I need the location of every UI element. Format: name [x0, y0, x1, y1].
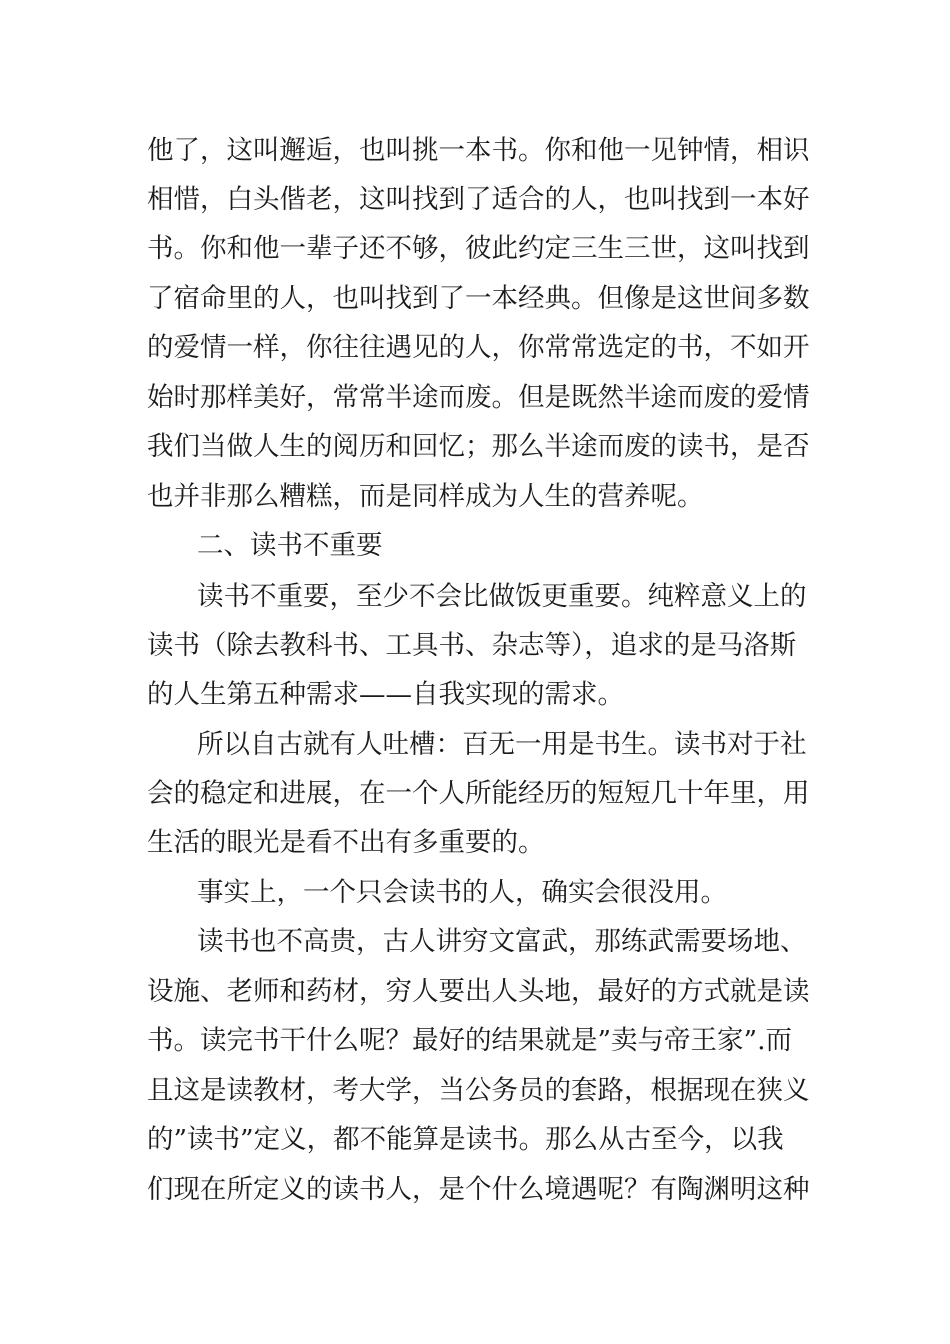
text-line: 了宿命里的人，也叫找到了一本经典。但像是这世间多数	[147, 283, 810, 314]
text-line: 的”读书”定义，都不能算是读书。那么从古至今，以我	[147, 1124, 784, 1155]
text-line: 会的稳定和进展，在一个人所能经历的短短几十年里，用	[147, 778, 810, 809]
text-line: 读书不重要，至少不会比做饭更重要。纯粹意义上的	[197, 581, 807, 612]
text-line: 且这是读教材，考大学，当公务员的套路，根据现在狭义	[147, 1075, 810, 1106]
text-line: 的爱情一样，你往往遇见的人，你常常选定的书，不如开	[147, 332, 810, 363]
text-line: 我们当做人生的阅历和回忆；那么半途而废的读书，是否	[147, 431, 810, 462]
text-line: 读书（除去教科书、工具书、杂志等），追求的是马洛斯	[147, 630, 797, 661]
text-line: 所以自古就有人吐槽：百无一用是书生。读书对于社	[197, 729, 807, 760]
text-line: 们现在所定义的读书人，是个什么境遇呢？有陶渊明这种	[147, 1174, 810, 1205]
text-line: 书。读完书干什么呢？最好的结果就是”卖与帝王家”.而	[147, 1025, 793, 1056]
text-line: 生活的眼光是看不出有多重要的。	[147, 827, 545, 858]
text-line: 事实上，一个只会读书的人，确实会很没用。	[197, 877, 727, 908]
section-heading: 二、读书不重要	[197, 530, 383, 561]
text-line: 书。你和他一辈子还不够，彼此约定三生三世，这叫找到	[147, 233, 810, 264]
text-line: 他了，这叫邂逅，也叫挑一本书。你和他一见钟情，相识	[147, 135, 810, 166]
text-line: 相惜，白头偕老，这叫找到了适合的人，也叫找到一本好	[147, 184, 810, 215]
text-line: 读书也不高贵，古人讲穷文富武，那练武需要场地、	[197, 926, 807, 957]
text-line: 的人生第五种需求——自我实现的需求。	[147, 679, 624, 710]
text-line: 也并非那么糟糕，而是同样成为人生的营养呢。	[147, 481, 704, 512]
text-line: 始时那样美好，常常半途而废。但是既然半途而废的爱情	[147, 382, 810, 413]
text-line: 设施、老师和药材，穷人要出人头地，最好的方式就是读	[147, 976, 810, 1007]
